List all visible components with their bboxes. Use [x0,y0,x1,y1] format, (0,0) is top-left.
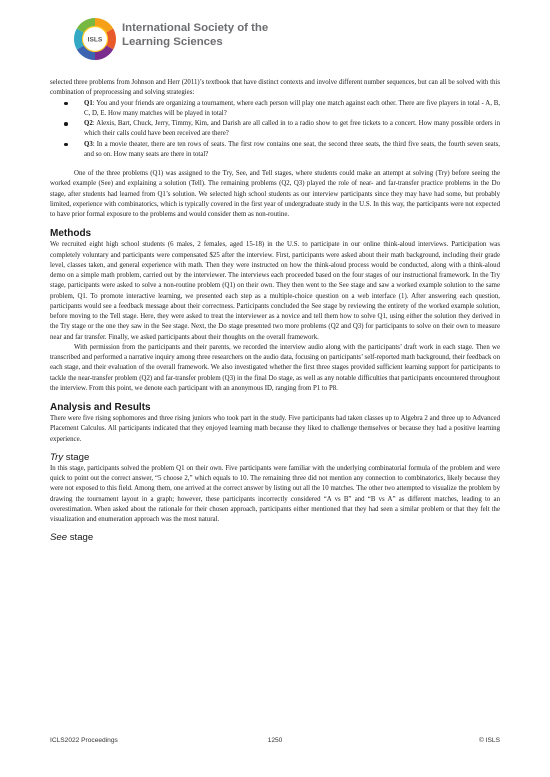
problem-list [50,99,500,161]
methods-paragraph-2: With permission from the participants and their parents, we recorded the interview audio along with the participants’ draft work in each stage. Then we transcribed and performed a narrative inquiry among three researchers on the audio data, focusing on participants’ self-reported math background, their feedback on each stage, and their evaluation of the overall framework. We also investigated whether the first three stages provided sufficient learning support for participants to tackle the near-transfer problem (Q2) and far-transfer problem (Q3) in the final Do stage, as well as any notable difficulties that participants encountered throughout the interview. From this point, we denote each participant with an anonymous ID, ranging from P1 to P8. [50,343,500,392]
isls-logo-icon [72,16,118,62]
try-stage-paragraph: In this stage, participants solved the problem Q1 on their own. Five participants were familiar with the underlying combinatorial formula of the problem and were quick to point out the correct answer, “5 choose 2,” which equals to 10. The remaining three did not mention any connection to combinatorics, likely because they were not exposed to this field. Among them, one arrived at the correct answer by listing out all the 10 matches. The other two attempted to visualize the problem by drawing the tournament layout in a graph; however, these participants incorrectly considered “A vs B” and “B vs A” as different matches, leading to an overestimation. When asked about the rationale for their chosen approach, participants either mentioned that they had seen a similar problem or that they felt the visualization and enumeration approach was the most natural. [50,464,500,523]
page-number: 1250 [267,737,283,744]
section-heading-methods: Methods [50,228,92,240]
subsection-heading-see: See stage [50,532,94,544]
footer-copyright: © ISLS [479,737,500,744]
logo-text: ISLS [87,36,103,44]
methods-paragraph: We recruited eight high school students (6 males, 2 females, aged 15-18) in the U.S. to participate in our online think-aloud interviews. Participation was completely voluntary and participants were compensated $25 after the interview. First, participants were asked about their math background, including their grade level, classes taken, and general experience with math. Then they were instructed on how the think-aloud process would be conducted, along with a think-aloud demo on a simple math problem, carried out by the interviewer. The interviews each proceeded based on the four stages of our instructional framework. In the Try stage, participants were asked to solve a non-routine problem (Q1) on their own. They then went to the See stage and saw a worked example solution to the same problem, Q1. To promote interactive learning, we presented each step as a multiple-choice question on a web interface (1). After answering each question, participants would see a feedback message about their correctness. Participants concluded the See stage by reviewing the entirety of the worked example solution, before moving to the Tell stage. Here, they were asked to treat the interviewer as a novice and tell them how to solve Q1, using either the solution they derived in the Try stage or the one they saw in the See stage. Next, the Do stage presented two more problems (Q2 and Q3) for participants to solve on their own to measure near and far transfer. Finally, we asked participants about their thoughts on the overall framework. [50,241,500,341]
section-heading-analysis: Analysis and Results [50,402,151,413]
page-header [72,16,292,74]
intro-paragraph-2: One of the three problems (Q1) was assigned to the Try, See, and Tell stages, where students could make an attempt at solving (Try) before seeing the worked example (See) and explaining a solution (Tell). The remaining problems (Q2, Q3) played the role of near- and far-transfer practice problems in the Do stage, after students had learned from Q1’s solution. We selected high school students as our interview participants since they may have had some, but probably limited, experience with combinatorics, which is typically covered in the first year of undergraduate study in the U.S. In this way, the participants were not expected to have prior formal exposure to the problems and would consider them as non-routine. [50,170,500,218]
list-item: Q3: In a movie theater, there are ten rows of seats. The first row contains one seat, the second three seats, the third five seats, the fourth seven seats, and so on. How many seats are there in total? [84,140,500,161]
subsection-heading-try: Try stage [50,451,90,463]
intro-paragraph: selected three problems from Johnson and Herr (2011)’s textbook that have distinct contexts and involve different number sequences, but can all be solved with this combination of preprocessing and solving strategies: [50,79,500,97]
list-item: Q2: Alexis, Bart, Chuck, Jerry, Timmy, Kim, and Darish are all called in to a radio show to get free tickets to a concert. How many possible orders in which their calls could have been received are there? [84,119,500,140]
analysis-paragraph: There were five rising sophomores and three rising juniors who took part in the study. Five participants had taken classes up to Algebra 2 and three up to Advanced Placement Calculus. All participants indicated that they enjoyed learning math because they liked to challenge themselves or because they had a positive learning experience. [50,415,500,443]
list-item: Q1: You and your friends are organizing a tournament, where each person will play one match against each other. There are five players in total - A, B, C, D, E. How many matches will be played in total? [84,99,500,120]
footer-proceedings: ICLS2022 Proceedings [50,737,118,744]
org-name: International Society of the Learning Sciences [122,22,269,48]
article-body [50,78,500,544]
page-footer [50,737,500,749]
